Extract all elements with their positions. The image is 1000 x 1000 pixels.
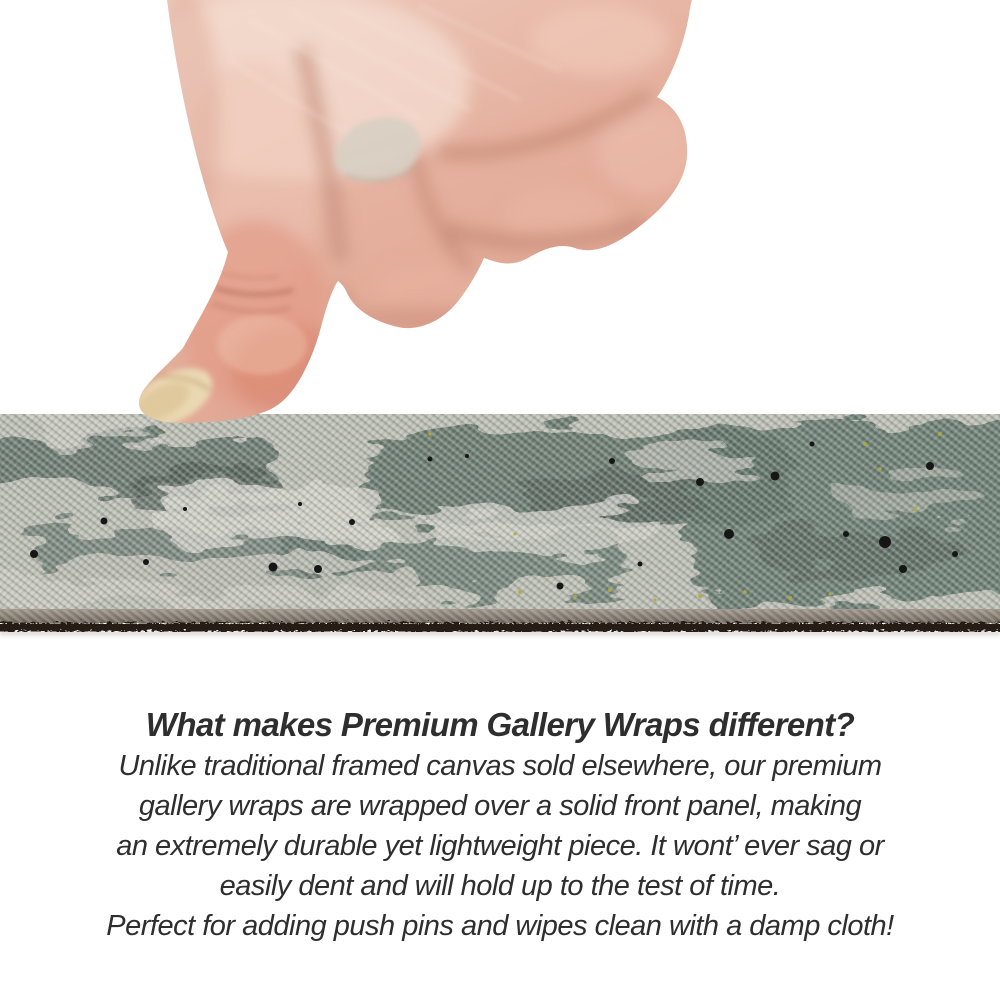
- info-text-block: [0, 703, 1000, 946]
- tagline: Perfect for adding push pins and wipes clean with a damp cloth!: [106, 910, 894, 942]
- body-line: Unlike traditional framed canvas sold elsewhere, our premium: [118, 750, 882, 782]
- section-heading: What makes Premium Gallery Wraps different?: [145, 706, 855, 743]
- body-line: gallery wraps are wrapped over a solid front panel, making: [138, 790, 862, 822]
- body-line: an extremely durable yet lightweight piece. It wont’ ever sag or: [116, 830, 884, 862]
- canvas-texture-strip: [0, 414, 1000, 632]
- body-line: easily dent and will hold up to the test of time.: [219, 870, 781, 902]
- strip-drop-shadow: [0, 631, 1000, 638]
- hand-photo: [0, 0, 1000, 432]
